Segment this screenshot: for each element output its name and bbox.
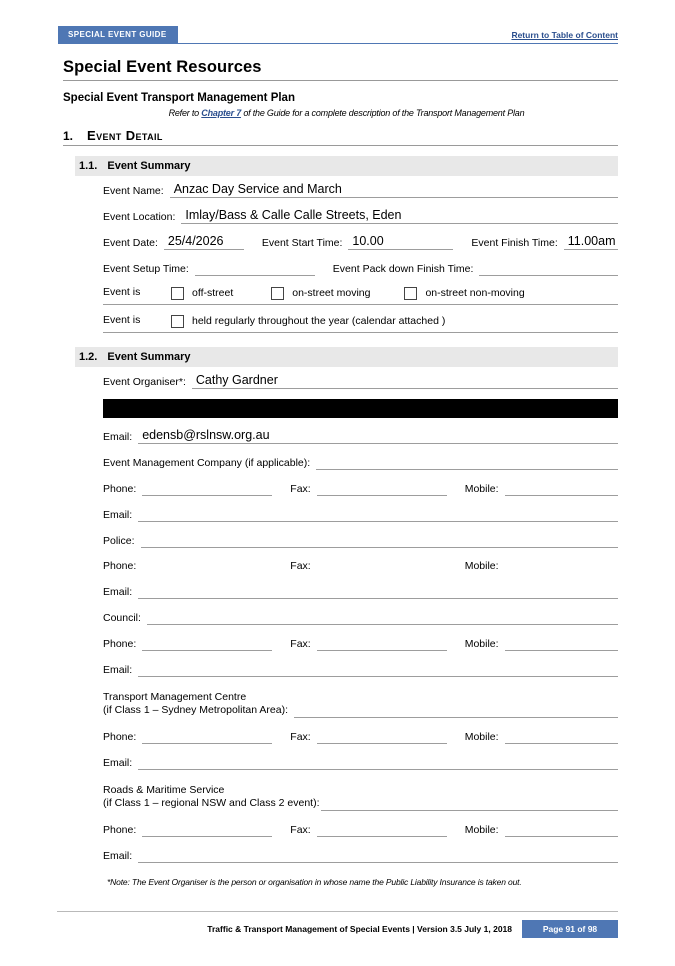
guide-tab-label: SPECIAL EVENT GUIDE bbox=[58, 26, 178, 44]
contacts-form-continued bbox=[103, 428, 618, 863]
police-phone-input[interactable] bbox=[142, 558, 272, 573]
company-mobile-label: Mobile: bbox=[464, 483, 499, 495]
company-email-label: Email: bbox=[103, 509, 133, 521]
police-label: Police: bbox=[103, 535, 135, 547]
held-regularly-label: held regularly throughout the year (calendar attached ) bbox=[192, 314, 446, 327]
page-header bbox=[0, 12, 675, 46]
document-subtitle: Special Event Transport Management Plan bbox=[63, 92, 295, 104]
page-footer bbox=[57, 911, 618, 938]
council-email-row bbox=[103, 661, 618, 677]
tmc-fax-label: Fax: bbox=[290, 731, 311, 743]
event-name-label: Event Name: bbox=[103, 185, 164, 197]
page-number-badge: Page 91 of 98 bbox=[522, 920, 618, 938]
police-phone-row bbox=[103, 558, 618, 573]
event-packdown-input[interactable] bbox=[479, 260, 618, 276]
refer-note bbox=[75, 108, 618, 118]
held-regularly-checkbox[interactable] bbox=[171, 315, 184, 328]
event-organiser-row bbox=[103, 373, 618, 389]
onstreet-moving-option[interactable] bbox=[271, 286, 370, 299]
tmc-mobile-label: Mobile: bbox=[464, 731, 499, 743]
event-is-label-1: Event is bbox=[103, 286, 141, 298]
rms-phone-row bbox=[103, 821, 618, 837]
event-start-time-input[interactable] bbox=[348, 234, 453, 250]
rms-fax-label: Fax: bbox=[290, 824, 311, 836]
event-is-label-2: Event is bbox=[103, 314, 141, 326]
company-phone-row bbox=[103, 480, 618, 496]
company-phone-label: Phone: bbox=[103, 483, 137, 495]
event-name-input[interactable] bbox=[170, 182, 618, 198]
event-location-label: Event Location: bbox=[103, 211, 176, 223]
company-fax-label: Fax: bbox=[290, 483, 311, 495]
event-location-input[interactable] bbox=[181, 208, 618, 224]
tmc-label-line1: Transport Management Centre bbox=[103, 691, 247, 703]
redacted-block bbox=[103, 399, 618, 418]
police-email-row bbox=[103, 583, 618, 599]
event-organiser-input[interactable] bbox=[192, 373, 618, 389]
event-name-row bbox=[103, 182, 618, 198]
event-location-value: Imlay/Bass & Calle Calle Streets, Eden bbox=[185, 208, 402, 222]
company-mobile-input[interactable] bbox=[505, 480, 618, 496]
council-input[interactable] bbox=[147, 609, 618, 625]
rms-label-line2: (if Class 1 – regional NSW and Class 2 event): bbox=[103, 797, 320, 809]
event-type-row bbox=[103, 286, 618, 305]
event-start-time-value: 10.00 bbox=[352, 234, 384, 248]
event-date-label: Event Date: bbox=[103, 237, 158, 249]
rms-phone-input[interactable] bbox=[142, 821, 272, 837]
return-to-table-of-content-link[interactable]: Return to Table of Content bbox=[511, 30, 618, 40]
onstreet-nonmoving-checkbox[interactable] bbox=[404, 287, 417, 300]
rms-fax-input[interactable] bbox=[317, 821, 447, 837]
council-fax-input[interactable] bbox=[317, 635, 447, 651]
rms-phone-label: Phone: bbox=[103, 824, 137, 836]
subsection-heading-1-1 bbox=[75, 156, 618, 176]
council-mobile-label: Mobile: bbox=[464, 638, 499, 650]
organiser-email-row bbox=[103, 428, 618, 444]
onstreet-nonmoving-option[interactable] bbox=[404, 286, 524, 299]
tmc-fax-input[interactable] bbox=[317, 728, 447, 744]
tmc-row bbox=[103, 691, 618, 718]
event-setup-packdown-row bbox=[103, 260, 618, 276]
document-content bbox=[63, 58, 618, 887]
event-finish-time-value: 11.00am bbox=[567, 234, 616, 248]
council-label: Council: bbox=[103, 612, 141, 624]
refer-prefix: Refer to bbox=[168, 108, 202, 118]
tmc-label-line2: (if Class 1 – Sydney Metropolitan Area): bbox=[103, 704, 289, 716]
event-packdown-label: Event Pack down Finish Time: bbox=[332, 263, 474, 275]
subsection-2-label: Event Summary bbox=[107, 351, 191, 363]
event-finish-time-input[interactable] bbox=[564, 234, 618, 250]
council-phone-row bbox=[103, 635, 618, 651]
company-fax-input[interactable] bbox=[317, 480, 447, 496]
management-company-input[interactable] bbox=[316, 454, 618, 470]
rms-input[interactable] bbox=[321, 795, 618, 811]
tmc-phone-label: Phone: bbox=[103, 731, 137, 743]
council-phone-label: Phone: bbox=[103, 638, 137, 650]
title-divider bbox=[63, 80, 618, 81]
event-start-time-label: Event Start Time: bbox=[261, 237, 343, 249]
tmc-email-row bbox=[103, 754, 618, 770]
organiser-email-input[interactable] bbox=[138, 428, 618, 444]
police-fax-input[interactable] bbox=[317, 558, 447, 573]
rms-label-line1: Roads & Maritime Service bbox=[103, 784, 225, 796]
organiser-email-value: edensb@rslnsw.org.au bbox=[142, 428, 270, 442]
police-fax-label: Fax: bbox=[290, 560, 311, 572]
subsection-label: Event Summary bbox=[107, 160, 191, 172]
held-regularly-option[interactable] bbox=[171, 314, 445, 327]
offstreet-label: off-street bbox=[192, 286, 234, 299]
event-setup-time-value bbox=[195, 260, 199, 274]
council-row bbox=[103, 609, 618, 625]
footer-divider bbox=[57, 911, 618, 912]
subsection-2-number: 1.2. bbox=[79, 351, 98, 363]
organiser-footnote: *Note: The Event Organiser is the person or organisation in whose name the Public Liability Insurance is taken out. bbox=[107, 877, 522, 887]
section-number: 1. bbox=[63, 129, 74, 143]
company-email-input[interactable] bbox=[138, 506, 618, 522]
rms-label bbox=[103, 784, 320, 811]
rms-email-label: Email: bbox=[103, 850, 133, 862]
police-phone-label: Phone: bbox=[103, 560, 137, 572]
council-mobile-input[interactable] bbox=[505, 635, 618, 651]
organiser-email-label: Email: bbox=[103, 431, 133, 443]
rms-email-input[interactable] bbox=[138, 847, 618, 863]
event-date-input[interactable] bbox=[164, 234, 244, 250]
management-company-row bbox=[103, 454, 618, 470]
offstreet-option[interactable] bbox=[171, 286, 233, 299]
rms-mobile-label: Mobile: bbox=[464, 824, 499, 836]
subsection-heading-1-2 bbox=[75, 347, 618, 367]
rms-row bbox=[103, 784, 618, 811]
document-page bbox=[0, 12, 675, 966]
tmc-email-input[interactable] bbox=[138, 754, 618, 770]
event-regular-row bbox=[103, 314, 618, 333]
event-setup-time-label: Event Setup Time: bbox=[103, 263, 189, 275]
onstreet-moving-label: on-street moving bbox=[292, 286, 371, 299]
onstreet-moving-checkbox[interactable] bbox=[271, 287, 284, 300]
police-email-label: Email: bbox=[103, 586, 133, 598]
rms-email-row bbox=[103, 847, 618, 863]
council-phone-input[interactable] bbox=[142, 635, 272, 651]
event-summary-form bbox=[103, 182, 618, 333]
company-phone-input[interactable] bbox=[142, 480, 272, 496]
footer-text: Traffic & Transport Management of Special Events | Version 3.5 July 1, 2018 bbox=[207, 924, 512, 934]
tmc-label bbox=[103, 691, 288, 718]
tmc-phone-row bbox=[103, 728, 618, 744]
police-email-input[interactable] bbox=[138, 583, 618, 599]
tmc-phone-input[interactable] bbox=[142, 728, 272, 744]
event-setup-time-input[interactable] bbox=[195, 260, 315, 276]
page-title: Special Event Resources bbox=[63, 58, 262, 76]
offstreet-checkbox[interactable] bbox=[171, 287, 184, 300]
header-divider bbox=[178, 43, 618, 44]
police-row bbox=[103, 532, 618, 548]
subsection-number: 1.1. bbox=[79, 160, 98, 172]
chapter-7-link[interactable]: Chapter 7 bbox=[201, 108, 242, 118]
event-finish-time-label: Event Finish Time: bbox=[471, 237, 558, 249]
tmc-email-label: Email: bbox=[103, 757, 133, 769]
event-date-value: 25/4/2026 bbox=[167, 234, 224, 248]
council-fax-label: Fax: bbox=[290, 638, 311, 650]
section-divider bbox=[63, 145, 618, 146]
refer-suffix: of the Guide for a complete description of the Transport Management Plan bbox=[241, 108, 525, 118]
council-email-label: Email: bbox=[103, 664, 133, 676]
tmc-mobile-input[interactable] bbox=[505, 728, 618, 744]
contacts-form bbox=[103, 373, 618, 389]
rms-mobile-input[interactable] bbox=[505, 821, 618, 837]
event-organiser-value: Cathy Gardner bbox=[195, 373, 278, 387]
event-date-time-row bbox=[103, 234, 618, 250]
event-organiser-label: Event Organiser*: bbox=[103, 376, 186, 388]
event-packdown-value bbox=[479, 260, 483, 274]
police-input[interactable] bbox=[141, 532, 618, 548]
management-company-label: Event Management Company (if applicable): bbox=[103, 457, 311, 469]
council-email-input[interactable] bbox=[138, 661, 618, 677]
company-email-row bbox=[103, 506, 618, 522]
tmc-input[interactable] bbox=[294, 702, 618, 718]
police-mobile-input[interactable] bbox=[505, 558, 618, 573]
event-name-value: Anzac Day Service and March bbox=[173, 182, 342, 196]
event-location-row bbox=[103, 208, 618, 224]
onstreet-nonmoving-label: on-street non-moving bbox=[425, 286, 525, 299]
police-mobile-label: Mobile: bbox=[464, 560, 499, 572]
section-heading-event-detail bbox=[63, 128, 618, 143]
section-label: Event Detail bbox=[87, 128, 163, 143]
